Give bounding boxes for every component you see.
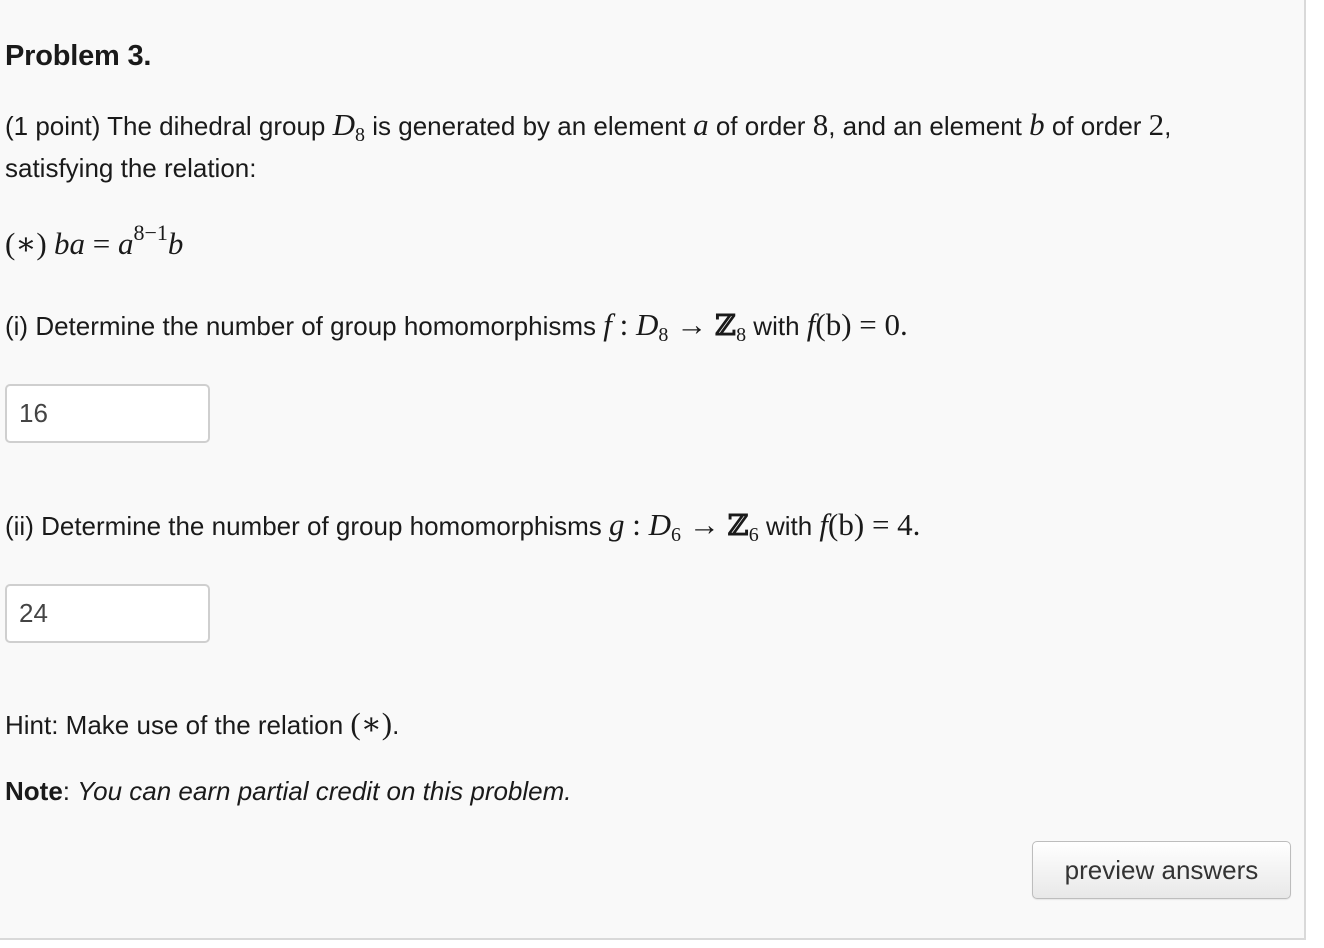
partial-credit-note: Note: You can earn partial credit on this problem. (5, 776, 572, 806)
answer-input-part-i[interactable] (5, 384, 210, 443)
group-symbol: D (332, 107, 356, 142)
problem-intro-line2: satisfying the relation: (5, 153, 257, 183)
preview-answers-button[interactable]: preview answers (1032, 841, 1291, 899)
relation-formula: (∗) ba = $a^{8-1}b$ (5, 220, 184, 261)
hint-text: Hint: Make use of the relation (∗). (5, 706, 400, 741)
problem-title: Problem 3. (5, 40, 152, 72)
note-label: Note (5, 776, 63, 806)
part-ii-question: (ii) Determine the number of group homomorphisms g : $D_6$ → ℤ$_6$ with f(b) = 4. (5, 507, 921, 546)
part-i-question: (i) Determine the number of group homomorphisms f : $D_8$ → ℤ$_8$ with f(b) = 0. (5, 307, 908, 346)
problem-intro: (1 point) The dihedral group $D_8$ is generated by an element a of order 8, and an element b of order 2, satisfying the relation: (5, 107, 1172, 183)
answer-input-part-ii[interactable] (5, 584, 210, 643)
note-text: You can earn partial credit on this problem. (77, 776, 572, 806)
